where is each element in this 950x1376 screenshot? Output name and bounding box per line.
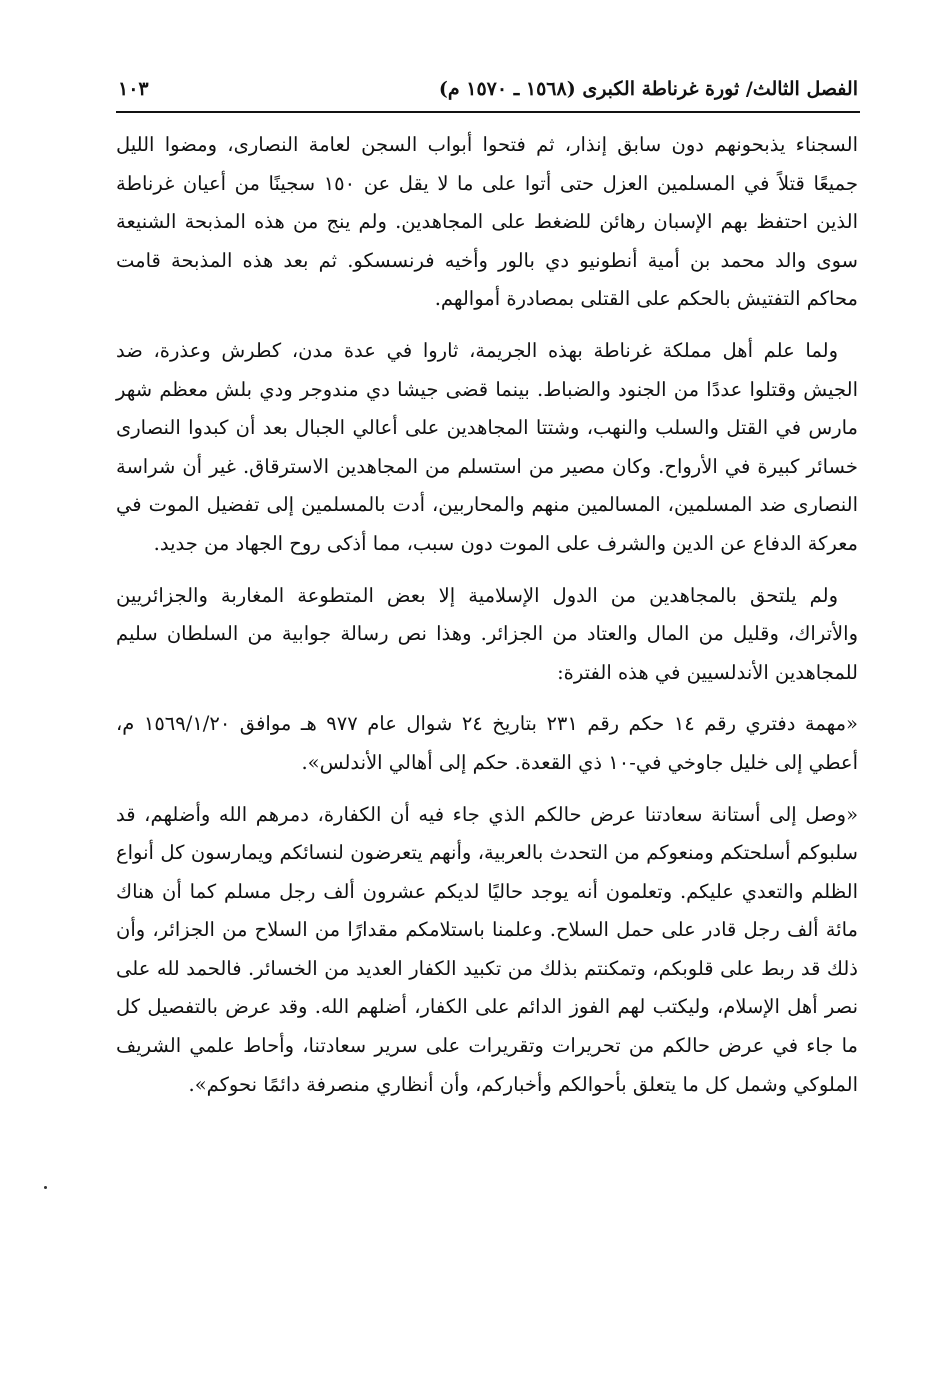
scan-speck <box>44 1186 47 1189</box>
running-header <box>118 72 858 106</box>
paragraph-1: السجناء يذبحونهم دون سابق إنذار، ثم فتحوا أبواب السجن لعامة النصارى، ومضوا الليل جميعًا قتلاً في المسلمين العزل حتى أتوا على ما لا يقل عن ١٥٠ سجينًا من أعيان غرناطة الذين احتفظ بهم الإسبان رهائن للضغط على المجاهدين. ولم ينج من هذه المذبحة الشنيعة سوى والد محمد بن أمية أنطونيو دي بالور وأخيه فرنسسكو. ثم بعد هذه المذبحة قامت محاكم التفتيش بالحكم على القتلى بمصادرة أموالهم. <box>116 133 858 311</box>
chapter-title: الفصل الثالث/ ثورة غرناطة الكبرى (١٥٦٨ ـ ١٥٧٠ م) <box>438 78 858 100</box>
page-number: ١٠٣ <box>118 78 149 100</box>
paragraph-2: ولما علم أهل مملكة غرناطة بهذه الجريمة، ثاروا في عدة مدن، كطرش وعذرة، ضد الجيش وقتلوا عددًا من الجنود والضباط. بينما قضى جيشا دي مندوجر ودي بلش معظم شهر مارس في القتل والسلب والنهب، وشتتا المجاهدين على أعالي الجبال بعد أن كبدوا النصارى خسائر كبيرة في الأرواح. وكان مصير من استسلم من المجاهدين الاسترقاق. غير أن شراسة النصارى ضد المسلمين، المسالمين منهم والمحاربين، أدت بالمسلمين إلى تفضيل الموت في معركة الدفاع عن الدين والشرف على الموت دون سبب، مما أذكى روح الجهاد من جديد. <box>116 338 858 555</box>
quoted-sultan-letter: «وصل إلى أستانة سعادتنا عرض حالكم الذي جاء فيه أن الكفارة، دمرهم الله وأضلهم، قد سلبوكم أسلحتكم ومنعوكم من التحدث بالعربية، وأنهم يتعرضون لنسائكم ويمارسون كل أنواع الظلم والتعدي عليكم. وتعلمون أنه يوجد حاليًا لديكم عشرون ألف رجل مسلم كما أن هناك مائة ألف رجل قادر على حمل السلاح. وعلمنا باستلامكم مقدارًا من السلاح من الجزائر، وأن ذلك قد ربط على قلوبكم، وتمكنتم بذلك من تكبيد الكفار العديد من الخسائر. فالحمد لله على نصر أهل الإسلام، وليكتب لهم الفوز الدائم على الكفار، أضلهم الله. وقد عرض بالتفصيل كل ما جاء في عرض حالكم من تحريرات وتقريرات على سرير سعادتنا، وأحاط علمي الشريف الملوكي وشمل كل ما يتعلق بأحوالكم وأخباركم، وأن أنظاري منصرفة دائمًا نحوكم». <box>116 802 858 1096</box>
paragraph-3: ولم يلتحق بالمجاهدين من الدول الإسلامية إلا بعض المتطوعة المغاربة والجزائريين والأتراك، وقليل من المال والعتاد من الجزائر. وهذا نص رسالة جوابية من السلطان سليم للمجاهدين الأندلسيين في هذه الفترة: <box>116 583 858 684</box>
body-text <box>116 126 858 1117</box>
quoted-document-reference: «مهمة دفتري رقم ١٤ حكم رقم ٢٣١ بتاريخ ٢٤ شوال عام ٩٧٧ هـ موافق ١٥٦٩/١/٢٠ م، أعطي إلى خليل جاوخي في-١٠ ذي القعدة. حكم إلى أهالي الأندلس». <box>116 712 858 774</box>
header-divider <box>116 111 860 113</box>
